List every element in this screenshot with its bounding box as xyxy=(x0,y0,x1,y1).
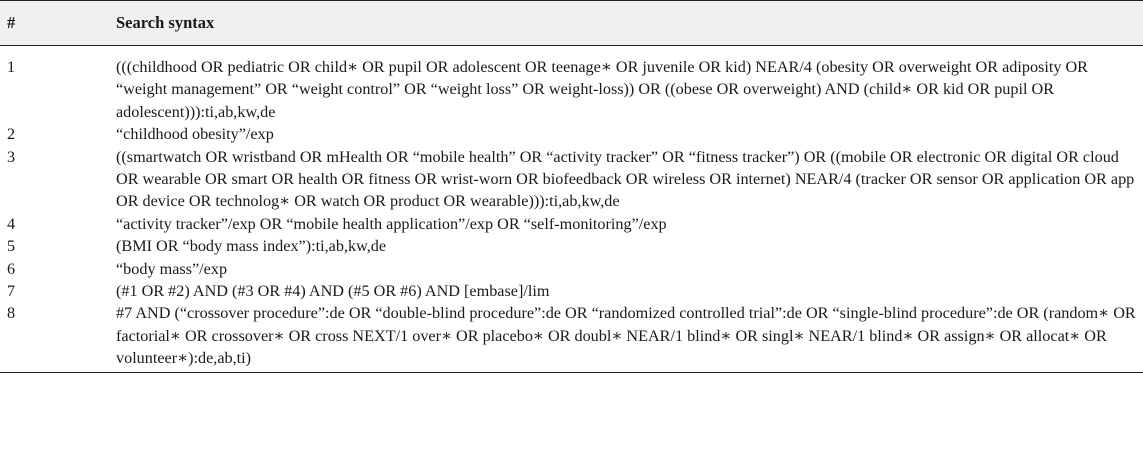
row-syntax: #7 AND (“crossover procedure”:de OR “double-blind procedure”:de OR “randomized controlled trial”:de OR “single-blind procedure”:de OR (random∗ OR factorial∗ OR crossover∗ OR cross NEXT/1 over∗ OR placebo∗ OR doubl∗ NEAR/1 blind∗ OR singl∗ NEAR/1 blind∗ OR assign∗ OR allocat∗ OR volunteer∗):de,ab,ti) xyxy=(116,304,1136,368)
row-number: 1 xyxy=(7,58,16,76)
row-syntax: “body mass”/exp xyxy=(116,259,228,278)
row-number: 7 xyxy=(7,282,16,301)
row-number: 4 xyxy=(7,214,16,233)
header-number: # xyxy=(0,1,116,46)
row-syntax: (((childhood OR pediatric OR child∗ OR pupil OR adolescent OR teenage∗ OR juvenile OR kid) NEAR/4 (obesity OR overweight OR adiposity OR “weight management” OR “weight control” OR “weight loss” OR weight-loss)) OR ((obese OR overweight) AND (child∗ OR kid OR pupil OR adolescent))):ti,ab,kw,de xyxy=(116,58,1088,121)
row-number: 6 xyxy=(7,259,16,278)
table-header-row xyxy=(0,1,1143,46)
table-row xyxy=(0,146,1143,213)
table-row xyxy=(0,258,1143,280)
row-number: 2 xyxy=(7,125,16,144)
row-syntax: (#1 OR #2) AND (#3 OR #4) AND (#5 OR #6) AND [embase]/lim xyxy=(116,282,550,301)
row-syntax: (BMI OR “body mass index”):ti,ab,kw,de xyxy=(116,237,387,256)
row-number: 5 xyxy=(7,237,16,256)
row-number: 3 xyxy=(7,147,16,166)
table-row xyxy=(0,302,1143,372)
row-number: 8 xyxy=(7,304,16,323)
row-syntax: “childhood obesity”/exp xyxy=(116,125,274,144)
row-syntax: “activity tracker”/exp OR “mobile health application”/exp OR “self-monitoring”/exp xyxy=(116,214,667,233)
table-row xyxy=(0,280,1143,302)
table-row xyxy=(0,46,1143,124)
table-row xyxy=(0,235,1143,257)
table-row xyxy=(0,123,1143,145)
row-syntax: ((smartwatch OR wristband OR mHealth OR “mobile health” OR “activity tracker” OR “fitness tracker”) OR ((mobile OR electronic OR digital OR cloud OR wearable OR smart OR health OR fitness OR wrist-worn OR biofeedback OR wireless OR internet) NEAR/4 (tracker OR sensor OR application OR app OR device OR technolog∗ OR watch OR product OR wearable))):ti,ab,kw,de xyxy=(116,147,1135,211)
header-search-syntax: Search syntax xyxy=(116,1,1143,46)
table-row xyxy=(0,213,1143,235)
